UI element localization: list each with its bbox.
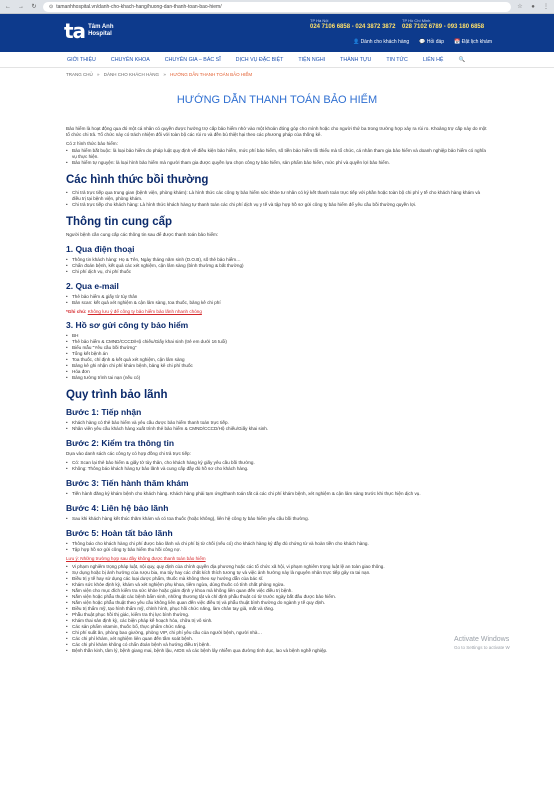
info-intro: Người bệnh cần cung cấp các thông tin sau để được thanh toán bảo hiểm:	[66, 232, 219, 237]
subheading-email: 2. Qua e-mail	[66, 281, 119, 291]
list-item: • Tổng kết bệnh án	[66, 351, 488, 357]
list-item: • Sau khi khách hàng kết thúc thăm khám và có toa thuốc (hoặc không), liên hệ công ty bảo hiểm yêu cầu bồi thường.	[66, 516, 488, 522]
list-item: • Phẫu thuật phục hồi thị giác, kiểm tra thị lực bình thường.	[66, 612, 488, 618]
list-item: • Thông báo cho khách hàng chi phí được bảo lãnh và chi phí bị từ chối (nếu có) cho khách hàng ký đầy đủ chứng từ và hoàn tiền cho khách hàng.	[66, 541, 488, 547]
section-heading-process: Quy trình bảo lãnh	[66, 389, 168, 401]
browser-toolbar	[0, 0, 554, 14]
step-4-list	[66, 516, 488, 522]
list-item: • Các chi phí khám, xét nghiệm liên quan đến tầm soát bệnh.	[66, 636, 488, 642]
site-logo[interactable]	[64, 21, 114, 41]
calendar-icon: 📅	[454, 39, 461, 45]
list-item: • Bảo hiểm tự nguyện: là loại hình bảo hiểm mà người tham gia được quyền lựa chọn công ty bảo hiểm, sản phẩm bảo hiểm, mức phí và quyền lợi bảo hiểm.	[66, 160, 488, 166]
forms-list	[66, 190, 488, 208]
page-title: HƯỚNG DẪN THANH TOÁN BẢO HIỂM	[176, 94, 378, 106]
list-item: • Toa thuốc, chỉ định & kết quả xét nghiệm, cận lâm sàng	[66, 357, 488, 363]
step-1-heading: Bước 1: Tiếp nhận	[66, 407, 142, 417]
list-item: • Bản scan: kết quả xét nghiệm & cận lâm sàng, toa thuốc, bảng kê chi phí	[66, 300, 488, 306]
list-item: • Khám thai sản định kỳ, các biện pháp kế hoạch hóa, chữa trị vô sinh.	[66, 618, 488, 624]
list-item: • Vi phạm nghiêm trọng pháp luật, nội quy, quy định của chính quyền địa phương hoặc các tổ chức xã hội, vi phạm nghiêm trọng luật lệ an toàn giao thông.	[66, 564, 488, 570]
email-note: *Ghi chú: Không lưu ý để công ty bảo hiểm bảo lãnh nhanh chóng	[66, 309, 202, 314]
breadcrumb	[0, 68, 554, 77]
step-5-list	[66, 541, 488, 553]
list-item: • Hóa đơn	[66, 369, 488, 375]
forward-icon[interactable]: →	[18, 3, 24, 10]
list-item: • Biểu mẫu "Yêu cầu bồi thường"	[66, 345, 488, 351]
email-list	[66, 294, 488, 306]
address-bar[interactable]	[43, 2, 511, 12]
list-item: • Các chi phí khám không có chẩn đoán bệnh và hướng điều trị bệnh.	[66, 642, 488, 648]
list-item: • Nằm viện hoặc phẫu thuật các bệnh bẩm sinh, những thương tật và chỉ định phẫu thuật có từ trước ngày bắt đầu được bảo hiểm.	[66, 594, 488, 600]
list-item: • Tiến hành đăng ký khám bệnh cho khách hàng. Khách hàng phải tạm ứng/thanh toán tất cả các chi phí khám bệnh, xét nghiệm & cận lâm sàng trước khi thực hiện dịch vụ.	[66, 491, 488, 497]
step-4-heading: Bước 4: Liên hệ bảo lãnh	[66, 503, 169, 513]
documents-list	[66, 333, 488, 381]
list-item: • Bảo hiểm bắt buộc: là loại bảo hiểm do pháp luật quy định về điều kiện bảo hiểm, mức phí bảo hiểm, số tiền bảo hiểm tối thiểu mà tổ chức, cá nhân tham gia bảo hiểm và doanh nghiệp bảo hiểm có nghĩa vụ thực hiện.	[66, 148, 488, 160]
breadcrumb-current: HƯỚNG DẪN THANH TOÁN BẢO HIỂM	[170, 72, 253, 77]
list-item: • Không: Thông báo khách hàng tự bảo lãnh và cung cấp đầy đủ hồ sơ cho khách hàng.	[66, 466, 488, 472]
breadcrumb-parent[interactable]: DÀNH CHO KHÁCH HÀNG	[103, 72, 160, 77]
step-2-list	[66, 460, 488, 472]
user-icon: 👤	[352, 39, 360, 45]
list-item: • Nhân viên yêu cầu khách hàng xuất trình thẻ bảo hiểm & CMND/CCCD/Hộ chiếu/Giấy khai sinh.	[66, 426, 488, 432]
nav-item-news[interactable]: TIN TỨC	[386, 56, 408, 63]
step-2-heading: Bước 2: Kiểm tra thông tin	[66, 438, 175, 448]
step-2-intro: Dựa vào danh sách các công ty có hợp đồng chi trả trực tiếp:	[66, 451, 191, 456]
profile-icon[interactable]: ●	[531, 3, 535, 10]
list-item: • Khách hàng có thẻ bảo hiểm và yêu cầu được bảo hiểm thanh toán trực tiếp.	[66, 420, 488, 426]
hotline-hcm[interactable]: TP Hồ Chí Minh 028 7102 6789 - 093 180 6858	[402, 18, 485, 30]
exclusions-list	[66, 564, 488, 654]
main-nav	[0, 52, 554, 68]
list-item: • Thông tin khách hàng: Họ & Tên, Ngày tháng năm sinh (D.O.B), số thẻ bảo hiểm…	[66, 257, 488, 263]
chat-icon: 💬	[419, 39, 426, 45]
customer-link[interactable]: 👤 Dành cho khách hàng	[352, 39, 410, 45]
list-item: • BH	[66, 333, 488, 339]
site-header	[0, 14, 554, 52]
activation-watermark: Activate Windows Go to Settings to activate W	[454, 636, 510, 650]
list-item: • Nằm viện hoặc phẫu thuật theo yêu cầu không liên quan đến việc điều trị và phẫu thuật bình thường do ngành y tế quy định.	[66, 600, 488, 606]
list-item: • Chi trả trực tiếp cho khách hàng: Là hình thức khách hàng tự thanh toán các chi phí dịch vụ y tế và tập hợp hồ sơ gửi công ty bảo hiểm để yêu cầu bồi thường quyền lợi.	[66, 202, 488, 208]
breadcrumb-home[interactable]: TRANG CHỦ	[66, 72, 93, 77]
breadcrumb-sep: »	[163, 72, 166, 77]
menu-icon[interactable]: ⋮	[543, 4, 549, 10]
subheading-documents: 3. Hồ sơ gửi công ty bảo hiểm	[66, 320, 189, 330]
subheading-phone: 1. Qua điện thoại	[66, 244, 135, 254]
star-icon[interactable]: ☆	[517, 4, 523, 10]
reload-icon[interactable]: ↻	[31, 4, 37, 10]
exclusions-title: Lưu ý: Những trường hợp sau đây không được thanh toán bảo hiểm	[66, 556, 206, 561]
logo-name: Tâm Anh Hospital	[88, 24, 114, 37]
site-info-icon[interactable]: ⊙	[49, 3, 54, 10]
list-item: • Bệnh thần kinh, tâm lý, bệnh giang mai, bệnh lậu, AIDS và các bệnh lây nhiễm qua đường tình dục, lao và bệnh nghề nghiệp.	[66, 648, 488, 654]
header-links	[353, 39, 492, 45]
back-icon[interactable]: ←	[5, 3, 11, 10]
section-heading-forms: Các hình thức bồi thường	[66, 174, 209, 186]
list-item: • Thẻ bảo hiểm & CMND/CCCD/Hộ chiếu/Giấy khai sinh (trẻ em dưới 16 tuổi)	[66, 339, 488, 345]
list-item: • Điều trị y tế hay sử dụng các loại dược phẩm, thuốc mà không theo sự hướng dẫn của bác sĩ.	[66, 576, 488, 582]
list-item: • Bảng tường trình tai nạn (nếu có)	[66, 375, 488, 381]
nav-item-about[interactable]: GIỚI THIỆU	[67, 56, 96, 63]
article	[66, 94, 488, 800]
question-link[interactable]: 💬 Hỏi đáp	[419, 39, 445, 45]
search-icon[interactable]: 🔍	[458, 56, 466, 63]
list-item: • Thẻ bảo hiểm & giấy tờ tùy thân	[66, 294, 488, 300]
url-text: tamanhhospital.vn/danh-cho-khach-hang/huong-dan-thanh-toan-bao-hiem/	[56, 3, 222, 10]
types-list	[66, 148, 488, 166]
list-item: • Các sản phẩm vitamin, thuốc bổ, thực phẩm chức năng.	[66, 624, 488, 630]
list-item: • Điều trị thẩm mỹ, tạo hình thẩm mỹ, chỉnh hình, phục hồi chức năng, làm chân tay giả, mắt và răng.	[66, 606, 488, 612]
booking-link[interactable]: 📅 Đặt lịch khám	[454, 39, 492, 45]
list-item: • Chi trả trực tiếp qua trung gian (bệnh viện, phòng khám): Là hình thức các công ty bảo hiểm sức khỏe tư nhân có ký kết thanh toán trực tiếp với phần hoặc toàn bộ chi phí y tế cho khách hàng khám và điều trị tại bệnh viện, phòng khám.	[66, 190, 488, 202]
list-item: • Khám sức khỏe định kỳ, khám và xét nghiệm phụ khoa, tiêm ngừa, dùng thuốc có tính chất phòng ngừa.	[66, 582, 488, 588]
step-5-heading: Bước 5: Hoàn tất bảo lãnh	[66, 528, 173, 538]
phone-list	[66, 257, 488, 275]
list-item: • Tập hợp hồ sơ gửi công ty bảo hiểm thu hồi công nợ.	[66, 547, 488, 553]
nav-item-achievements[interactable]: THÀNH TỰU	[340, 56, 372, 63]
nav-item-services[interactable]: DỊCH VỤ ĐẶC BIỆT	[235, 56, 284, 63]
types-label: Có 2 hình thức bảo hiểm:	[66, 141, 118, 146]
logo-mark: ta	[64, 19, 86, 43]
hotline-hanoi[interactable]: TP Hà Nội 024 7106 6858 - 024 3872 3872	[310, 18, 396, 30]
list-item: • Có: Scan lại thẻ bảo hiểm & giấy tờ tùy thân, cho khách hàng ký giấy yêu cầu bồi thường.	[66, 460, 488, 466]
nav-item-doctors[interactable]: CHUYÊN GIA – BÁC SĨ	[164, 56, 221, 63]
list-item: • Chi phí dịch vụ, chi phí thuốc	[66, 269, 488, 275]
step-1-list	[66, 420, 488, 432]
step-3-heading: Bước 3: Tiến hành thăm khám	[66, 478, 189, 488]
list-item: • Bảng kê ghi nhận chi phí khám bệnh, bảng kê chi phí thuốc	[66, 363, 488, 369]
nav-item-contact[interactable]: LIÊN HỆ	[422, 56, 444, 63]
list-item: • Sự dụng hoặc bị ảnh hưởng của rượu bia, ma túy hay các chất kích thích tương tự và việc ảnh hưởng này là nguyên nhân trực tiếp gây ra tai nạn.	[66, 570, 488, 576]
nav-item-specialties[interactable]: CHUYÊN KHOA	[110, 56, 150, 63]
list-item: • Chi phí suất ăn, phòng bao giường, phòng VIP, chi phí yêu cầu của người bệnh, người nhà…	[66, 630, 488, 636]
list-item: • Chẩn đoán bệnh, kết quả các xét nghiệm, cận lâm sàng (bình thường & bất thường)	[66, 263, 488, 269]
breadcrumb-sep: »	[97, 72, 100, 77]
section-heading-info: Thông tin cung cấp	[66, 216, 173, 228]
list-item: • Nằm viện cho mục đích kiểm tra sức khỏe hoặc giám định y khoa mà không liên quan đến việc điều trị bệnh.	[66, 588, 488, 594]
nav-item-facilities[interactable]: TIỆN NGHI	[298, 56, 326, 63]
intro-text: Bảo hiểm là hoạt động qua đó một cá nhân có quyền được hưởng trợ cấp bảo hiểm nhờ vào một khoản đóng góp cho mình hoặc cho người thứ ba trong trường hợp xảy ra rủi ro. Khoảng trợ cấp này do một tổ chức chi trả. Tổ chức này có trách nhiệm đối với toàn bộ các rủi ro và đền bù thiệt hại theo các phương pháp của thống kê.	[66, 126, 487, 137]
step-3-list	[66, 491, 488, 497]
